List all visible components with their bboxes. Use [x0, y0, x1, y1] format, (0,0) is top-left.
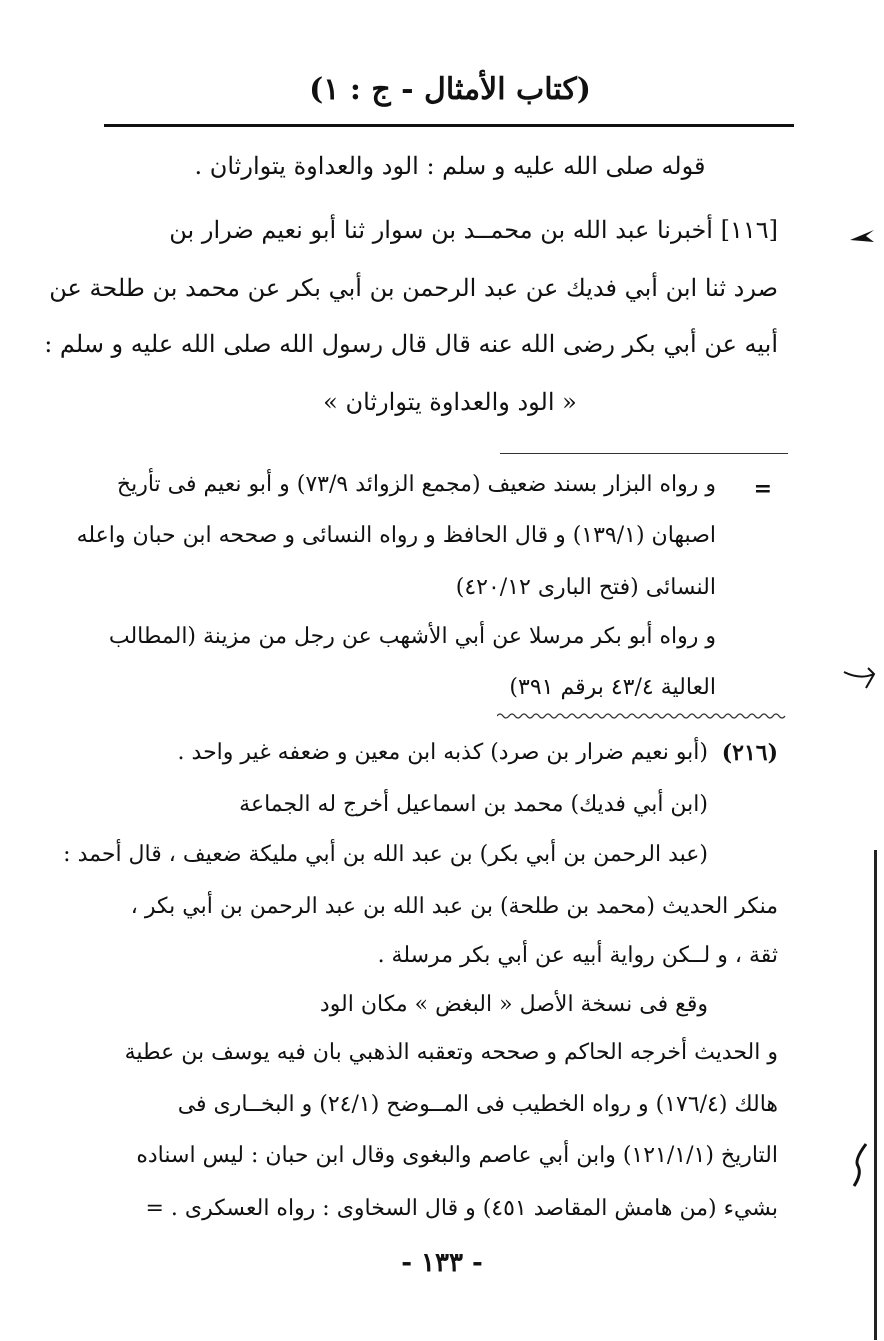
commentary-number: (٢١٦)	[721, 740, 778, 766]
commentary-line-3: (عبد الرحمن بن أبي بكر) بن عبد الله بن أبي مليكة ضعيف ، قال أحمد :	[63, 842, 708, 867]
commentary-line-5: ثقة ، و لــكن رواية أبيه عن أبي بكر مرسلة .	[377, 943, 778, 968]
wavy-separator	[497, 711, 787, 721]
note-line-2: اصبهان (١٣٩/١) و قال الحافظ و رواه النسائى و صححه ابن حبان واعله	[76, 523, 716, 548]
margin-arrow-icon	[848, 224, 878, 246]
margin-hook-icon	[842, 664, 878, 694]
margin-bracket-icon	[848, 1140, 872, 1190]
notes-separator-rule	[500, 453, 788, 454]
running-header-title: (كتاب الأمثال - ج : ١)	[309, 72, 591, 107]
commentary-line-7: و الحديث أخرجه الحاكم و صححه وتعقبه الذهبي بان فيه يوسف بن عطية	[124, 1040, 778, 1065]
note-line-1: و رواه البزار بسند ضعيف (مجمع الزوائد ٧٣/٩) و أبو نعيم فى تأريخ	[116, 472, 716, 497]
note-line-4: و رواه أبو بكر مرسلا عن أبي الأشهب عن رجل من مزينة (المطالب	[108, 624, 716, 649]
commentary-line-2: (ابن أبي فديك) محمد بن اسماعيل أخرج له الجماعة	[239, 792, 708, 817]
commentary-line-10: بشيء (من هامش المقاصد ٤٥١) و قال السخاوى : رواه العسكرى . =	[145, 1196, 778, 1221]
hadith-quote: « الود والعداوة يتوارثان »	[323, 388, 577, 416]
hadith-line-3: أبيه عن أبي بكر رضى الله عنه قال قال رسول الله صلى الله عليه و سلم :	[44, 330, 778, 358]
note-line-3: النسائى (فتح البارى ٤٢٠/١٢)	[455, 575, 716, 600]
intro-line: قوله صلى الله عليه و سلم : الود والعداوة يتوارثان .	[194, 152, 706, 180]
hadith-line-2: صرد ثنا ابن أبي فديك عن عبد الرحمن بن أبي بكر عن محمد بن طلحة عن	[49, 274, 778, 302]
commentary-line-1: (أبو نعيم ضرار بن صرد) كذبه ابن معين و ضعفه غير واحد .	[177, 740, 708, 765]
commentary-line-4: منكر الحديث (محمد بن طلحة) بن عبد الله بن عبد الرحمن بن أبي بكر ،	[130, 894, 778, 919]
commentary-line-6: وقع فى نسخة الأصل « البغض » مكان الود	[319, 992, 708, 1017]
hadith-line-1: [١١٦] أخبرنا عبد الله بن محمــد بن سوار ثنا أبو نعيم ضرار بن	[169, 216, 778, 244]
notes-continuation-mark: =	[753, 476, 772, 502]
commentary-line-8: هالك (١٧٦/٤) و رواه الخطيب فى المــوضح (٢٤/١) و البخــارى فى	[177, 1092, 778, 1117]
note-line-5: العالية ٤٣/٤ برقم ٣٩١)	[509, 675, 716, 700]
binding-edge-shadow	[874, 850, 877, 1340]
header-rule	[104, 124, 794, 127]
page-number: - ١٣٣ -	[401, 1248, 483, 1278]
commentary-line-9: التاريخ (١٢١/١/١) وابن أبي عاصم والبغوى وقال ابن حبان : ليس اسناده	[136, 1143, 778, 1168]
